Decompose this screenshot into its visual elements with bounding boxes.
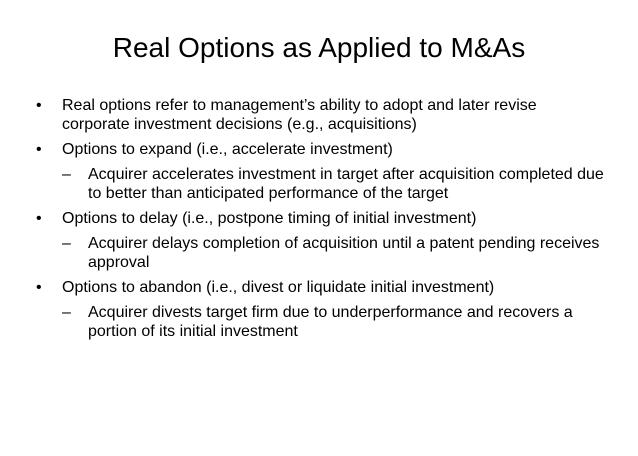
slide-title: Real Options as Applied to M&As — [112, 32, 526, 63]
sub-bullet-text: Acquirer divests target firm due to underperformance and recovers a portion of its initial investment — [88, 304, 573, 340]
sub-bullet-text: Acquirer accelerates investment in target after acquisition completed due to better than anticipated performance of the target — [88, 166, 604, 202]
bullet-text: Options to delay (i.e., postpone timing of initial investment) — [62, 210, 477, 227]
bullet-text: Real options refer to management’s ability to adopt and later revise corporate investment decisions (e.g., acquisitions) — [62, 97, 537, 133]
bullet-text: Options to expand (i.e., accelerate investment) — [62, 141, 393, 158]
sub-bullet-item — [0, 234, 638, 272]
bullet-list — [0, 96, 638, 347]
bullet-marker: • — [36, 97, 42, 114]
dash-marker: – — [62, 304, 71, 321]
dash-marker: – — [62, 235, 71, 252]
bullet-item — [0, 96, 638, 134]
dash-marker: – — [62, 166, 71, 183]
sub-bullet-item — [0, 165, 638, 203]
bullet-marker: • — [36, 141, 42, 158]
bullet-text: Options to abandon (i.e., divest or liquidate initial investment) — [62, 279, 495, 296]
sub-bullet-text: Acquirer delays completion of acquisition until a patent pending receives approval — [88, 235, 600, 271]
sub-bullet-item — [0, 303, 638, 341]
bullet-marker: • — [36, 279, 42, 296]
bullet-marker: • — [36, 210, 42, 227]
bullet-item — [0, 209, 638, 228]
bullet-item — [0, 278, 638, 297]
bullet-item — [0, 140, 638, 159]
